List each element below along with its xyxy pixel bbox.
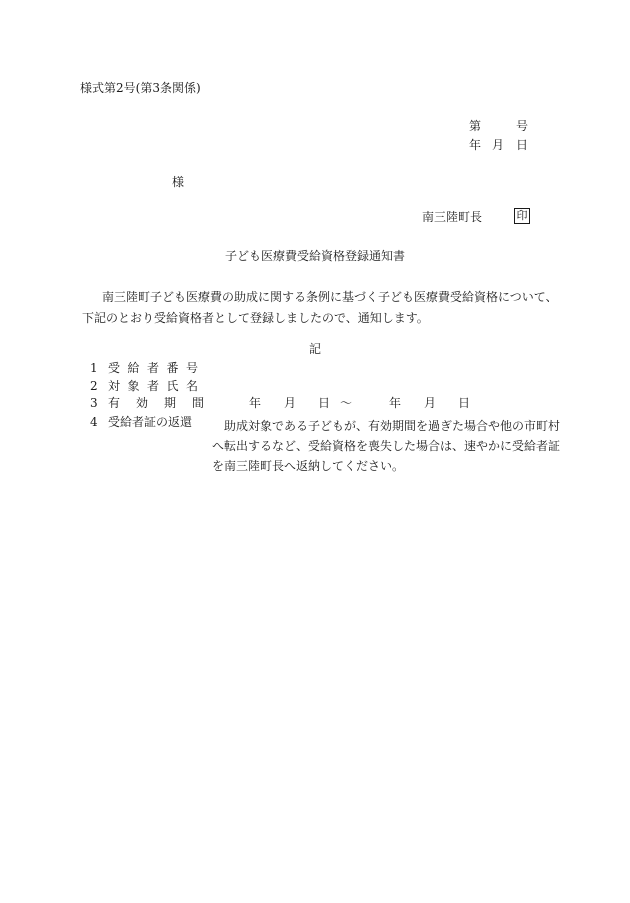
ki-heading: 記 (308, 342, 321, 356)
item-2-label: 対象者氏名 (108, 379, 206, 393)
item-3-label: 有効期間 (108, 396, 221, 410)
period-tilde: ～ (340, 396, 353, 410)
body-text (82, 287, 562, 329)
seal-box: 印 (514, 208, 530, 224)
period-start-month: 月 (284, 396, 297, 410)
period-end-month: 月 (424, 396, 437, 410)
doc-number-suffix: 号 (516, 119, 529, 133)
body-line: 南三陸町子ども医療費の助成に関する条例に基づく子ども医療費受給資格について、 (102, 290, 558, 304)
date-year: 年 (469, 138, 482, 152)
form-number: 様式第2号(第3条関係) (80, 81, 201, 95)
body-line: 下記のとおり受給資格者として登録しましたので、通知します。 (82, 311, 429, 325)
date-day: 日 (516, 138, 529, 152)
item-4-num: 4 (90, 415, 98, 429)
period-start-day: 日 (318, 396, 331, 410)
issuer: 南三陸町長 (422, 210, 483, 224)
item-3-num: 3 (90, 396, 98, 410)
period-start-year: 年 (249, 396, 262, 410)
validity-period (0, 397, 630, 411)
period-end-year: 年 (389, 396, 402, 410)
note-line: を南三陸町長へ返納してください。 (212, 459, 405, 473)
item-4-label: 受給者証の返還 (108, 415, 193, 429)
document-title: 子ども医療費受給資格登録通知書 (224, 249, 405, 263)
note-line: 助成対象である子どもが、有効期間を過ぎた場合や他の市町村 (224, 419, 561, 433)
return-note (212, 416, 562, 476)
item-2-num: 2 (90, 379, 98, 393)
note-line: へ転出するなど、受給資格を喪失した場合は、速やかに受給者証 (212, 439, 561, 453)
doc-number-prefix: 第 (469, 119, 482, 133)
item-1-label: 受給者番号 (108, 361, 206, 375)
period-end-day: 日 (458, 396, 471, 410)
addressee: 様 (172, 175, 185, 189)
date-month: 月 (492, 138, 505, 152)
item-1-num: 1 (90, 361, 98, 375)
